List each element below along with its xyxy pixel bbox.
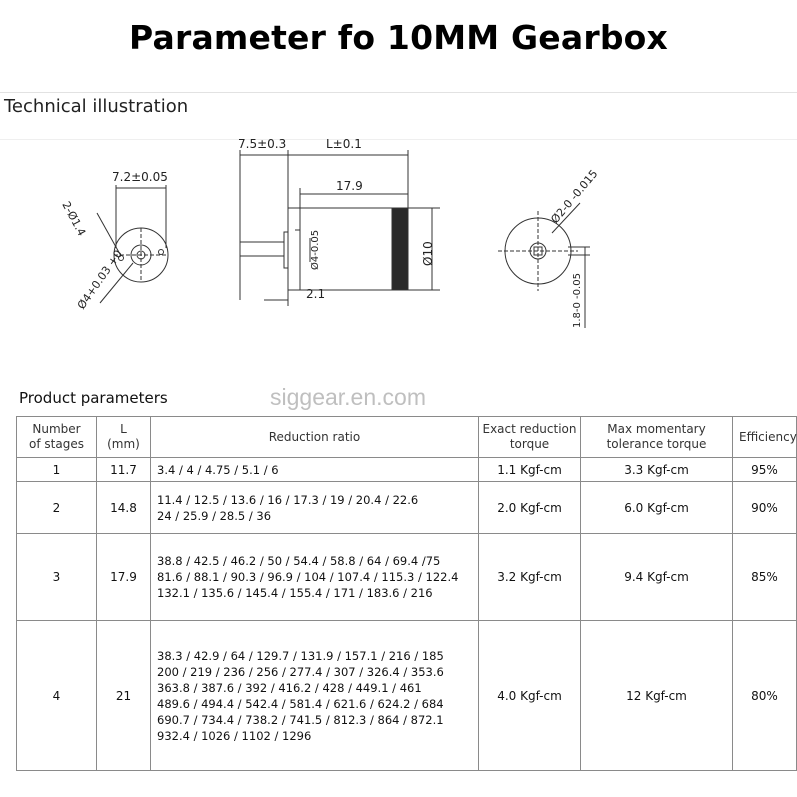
cell-length: 14.8 bbox=[97, 482, 151, 534]
technical-drawing bbox=[0, 138, 797, 368]
dim-length-label: L±0.1 bbox=[326, 138, 362, 151]
dim-diameter-label: Ø10 bbox=[421, 241, 435, 266]
cell-torque: 2.0 Kgf-cm bbox=[479, 482, 581, 534]
cell-ratio: 38.3 / 42.9 / 64 / 129.7 / 131.9 / 157.1 / 216 / 185 200 / 219 / 236 / 256 / 277.4 / 307 / 326.4 / 353.6 363.8 / 387.6 / 392 / 416.2 / 428 / 449.1 / 461 489.6 / 494.4 / 542.4 / 581.4 / 621.6 / 624.2 / 684 690.7 / 734.4 / 738.2 / 741.5 / 812.3 / 864 / 872.1 932.4 / 1026 / 1102 / 1296 bbox=[151, 621, 479, 771]
front-view-drawing bbox=[97, 185, 168, 303]
dim-output-label: Ø2-0 -0.015 bbox=[548, 167, 601, 226]
header-max-torque: Max momentary tolerance torque bbox=[581, 417, 733, 458]
cell-length: 21 bbox=[97, 621, 151, 771]
dim-shaft-label: Ø4+0.03 +0 bbox=[74, 247, 126, 312]
cell-efficiency: 95% bbox=[733, 458, 797, 482]
cell-torque: 3.2 Kgf-cm bbox=[479, 534, 581, 621]
dim-flat-label: 1.8-0 -0.05 bbox=[572, 273, 583, 328]
dim-spacing-label: 7.2±0.05 bbox=[112, 170, 168, 184]
cell-max-torque: 12 Kgf-cm bbox=[581, 621, 733, 771]
dim-boss-length-label: 2.1 bbox=[306, 287, 326, 301]
cell-stages: 1 bbox=[17, 458, 97, 482]
cell-efficiency: 90% bbox=[733, 482, 797, 534]
cell-torque: 4.0 Kgf-cm bbox=[479, 621, 581, 771]
cell-max-torque: 3.3 Kgf-cm bbox=[581, 458, 733, 482]
cell-stages: 3 bbox=[17, 534, 97, 621]
table-row bbox=[17, 482, 797, 534]
side-view-drawing bbox=[240, 150, 440, 306]
dim-body-label: 17.9 bbox=[336, 179, 363, 193]
dim-flange-label: 7.5±0.3 bbox=[238, 138, 287, 151]
header-length: L (mm) bbox=[97, 417, 151, 458]
section-title-product-parameters: Product parameters bbox=[19, 389, 168, 407]
dim-holes-label: 2-Ø1.4 bbox=[59, 199, 89, 239]
cell-stages: 4 bbox=[17, 621, 97, 771]
parameters-table bbox=[16, 416, 797, 771]
cell-length: 17.9 bbox=[97, 534, 151, 621]
header-ratio: Reduction ratio bbox=[151, 417, 479, 458]
cell-stages: 2 bbox=[17, 482, 97, 534]
cell-ratio: 38.8 / 42.5 / 46.2 / 50 / 54.4 / 58.8 / 64 / 69.4 /75 81.6 / 88.1 / 90.3 / 96.9 / 104 / 107.4 / 115.3 / 122.4 132.1 / 135.6 / 145.4 / 155.4 / 171 / 183.6 / 216 bbox=[151, 534, 479, 621]
table-row bbox=[17, 621, 797, 771]
page-title: Parameter fo 10MM Gearbox bbox=[129, 18, 668, 57]
cell-torque: 1.1 Kgf-cm bbox=[479, 458, 581, 482]
section-title-technical: Technical illustration bbox=[4, 96, 189, 117]
cell-ratio: 11.4 / 12.5 / 13.6 / 16 / 17.3 / 19 / 20.4 / 22.6 24 / 25.9 / 28.5 / 36 bbox=[151, 482, 479, 534]
cell-length: 11.7 bbox=[97, 458, 151, 482]
dim-boss-label: Ø4-0.05 bbox=[310, 229, 321, 270]
watermark: siggear.en.com bbox=[270, 384, 426, 410]
cell-efficiency: 80% bbox=[733, 621, 797, 771]
table-header-row bbox=[17, 417, 797, 458]
table-row bbox=[17, 534, 797, 621]
header-efficiency: Efficiency bbox=[733, 417, 797, 458]
header-stages: Number of stages bbox=[17, 417, 97, 458]
table-row bbox=[17, 458, 797, 482]
cell-max-torque: 9.4 Kgf-cm bbox=[581, 534, 733, 621]
cell-max-torque: 6.0 Kgf-cm bbox=[581, 482, 733, 534]
header-torque: Exact reduction torque bbox=[479, 417, 581, 458]
cell-ratio: 3.4 / 4 / 4.75 / 5.1 / 6 bbox=[151, 458, 479, 482]
cell-efficiency: 85% bbox=[733, 534, 797, 621]
